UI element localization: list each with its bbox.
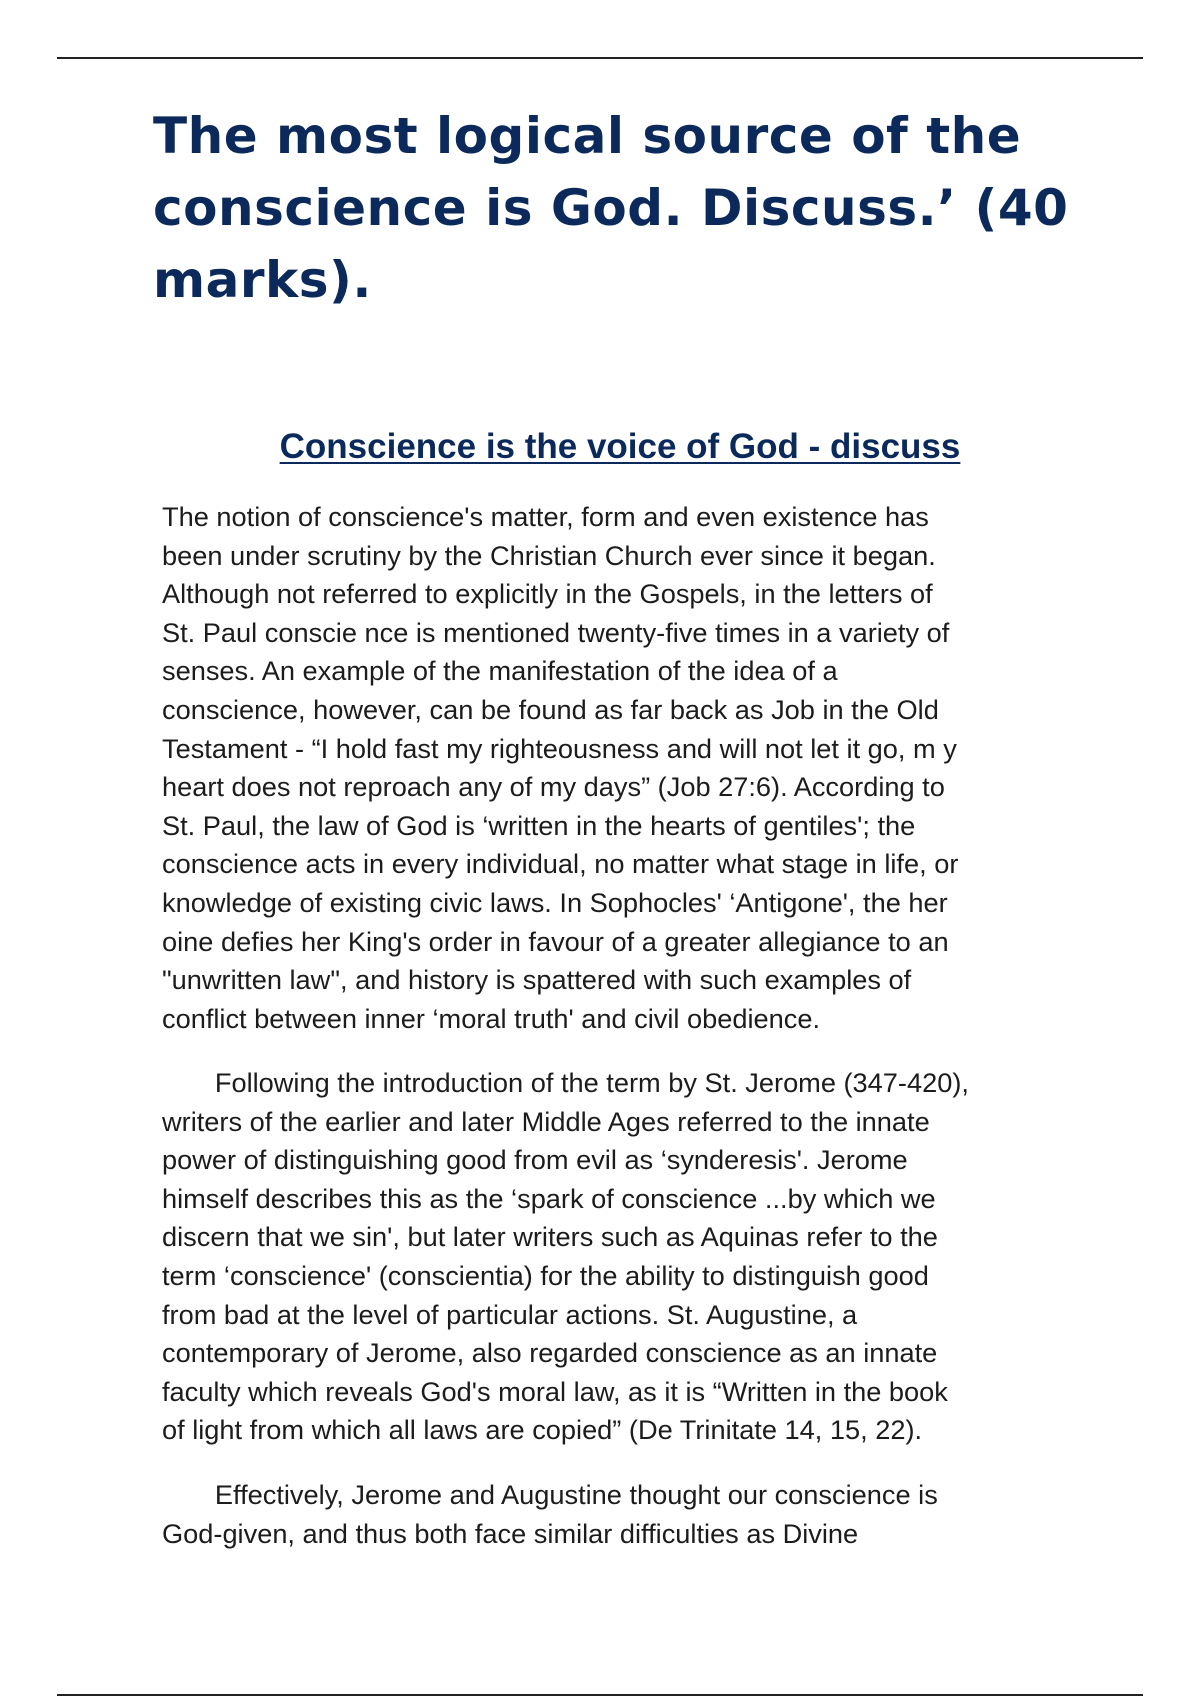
paragraph — [162, 498, 1082, 1038]
paragraph-line: faculty which reveals God's moral law, as it is “Written in the book — [162, 1375, 948, 1407]
paragraph-line: God-given, and thus both face similar difficulties as Divine — [162, 1517, 859, 1549]
paragraph-line: knowledge of existing civic laws. In Sophocles' ‘Antigone', the her — [162, 886, 948, 918]
paragraph-line: The notion of conscience's matter, form and even existence has — [162, 501, 929, 532]
paragraph-line: "unwritten law", and history is spattered with such examples of — [162, 964, 912, 996]
paragraph-line: from bad at the level of particular actions. St. Augustine, a — [162, 1298, 858, 1330]
paragraph-line: conflict between inner ‘moral truth' and civil obedience. — [162, 1002, 821, 1034]
paragraph-line: been under scrutiny by the Christian Church ever since it began. — [162, 539, 936, 571]
bottom-rule — [57, 1694, 1143, 1696]
paragraph-line: senses. An example of the manifestation of the idea of a — [162, 655, 838, 687]
paragraph-line: of light from which all laws are copied” (De Trinitate 14, 15, 22). — [162, 1414, 923, 1446]
document-title — [153, 100, 1113, 316]
paragraph-line: Effectively, Jerome and Augustine thought our conscience is — [162, 1479, 938, 1510]
paragraph-line: conscience, however, can be found as far back as Job in the Old — [162, 693, 939, 725]
section-heading: Conscience is the voice of God - discuss — [279, 427, 961, 466]
paragraph — [162, 1064, 1082, 1450]
paragraph-line: term ‘conscience' (conscientia) for the ability to distinguish good — [162, 1259, 929, 1291]
paragraph-line: himself describes this as the ‘spark of conscience ...by which we — [162, 1182, 936, 1214]
paragraph-line: writers of the earlier and later Middle Ages referred to the innate — [162, 1105, 930, 1137]
paragraph-line: conscience acts in every individual, no matter what stage in life, or — [162, 848, 959, 880]
paragraph-line: St. Paul, the law of God is ‘written in the hearts of gentiles'; the — [162, 809, 916, 841]
title-line: conscience is God. Discuss.’ (40 — [153, 179, 1069, 237]
paragraph-line: St. Paul conscie nce is mentioned twenty-five times in a variety of — [162, 616, 950, 648]
paragraph-line: power of distinguishing good from evil as ‘synderesis'. Jerome — [162, 1144, 908, 1176]
paragraph-line: Although not referred to explicitly in the Gospels, in the letters of — [162, 578, 933, 610]
paragraph-line: Testament - “I hold fast my righteousness and will not let it go, m y — [162, 732, 957, 764]
paragraph — [162, 1476, 1082, 1553]
paragraph-line: Following the introduction of the term by St. Jerome (347-420), — [162, 1067, 969, 1098]
paragraph-line: heart does not reproach any of my days” (Job 27:6). According to — [162, 771, 945, 803]
paragraph-line: contemporary of Jerome, also regarded conscience as an innate — [162, 1337, 938, 1369]
title-line: The most logical source of the — [153, 107, 1022, 165]
title-line: marks). — [153, 251, 372, 309]
paragraph-line: oine defies her King's order in favour of a greater allegiance to an — [162, 925, 949, 957]
top-rule — [57, 57, 1143, 59]
paragraph-line: discern that we sin', but later writers such as Aquinas refer to the — [162, 1221, 938, 1253]
